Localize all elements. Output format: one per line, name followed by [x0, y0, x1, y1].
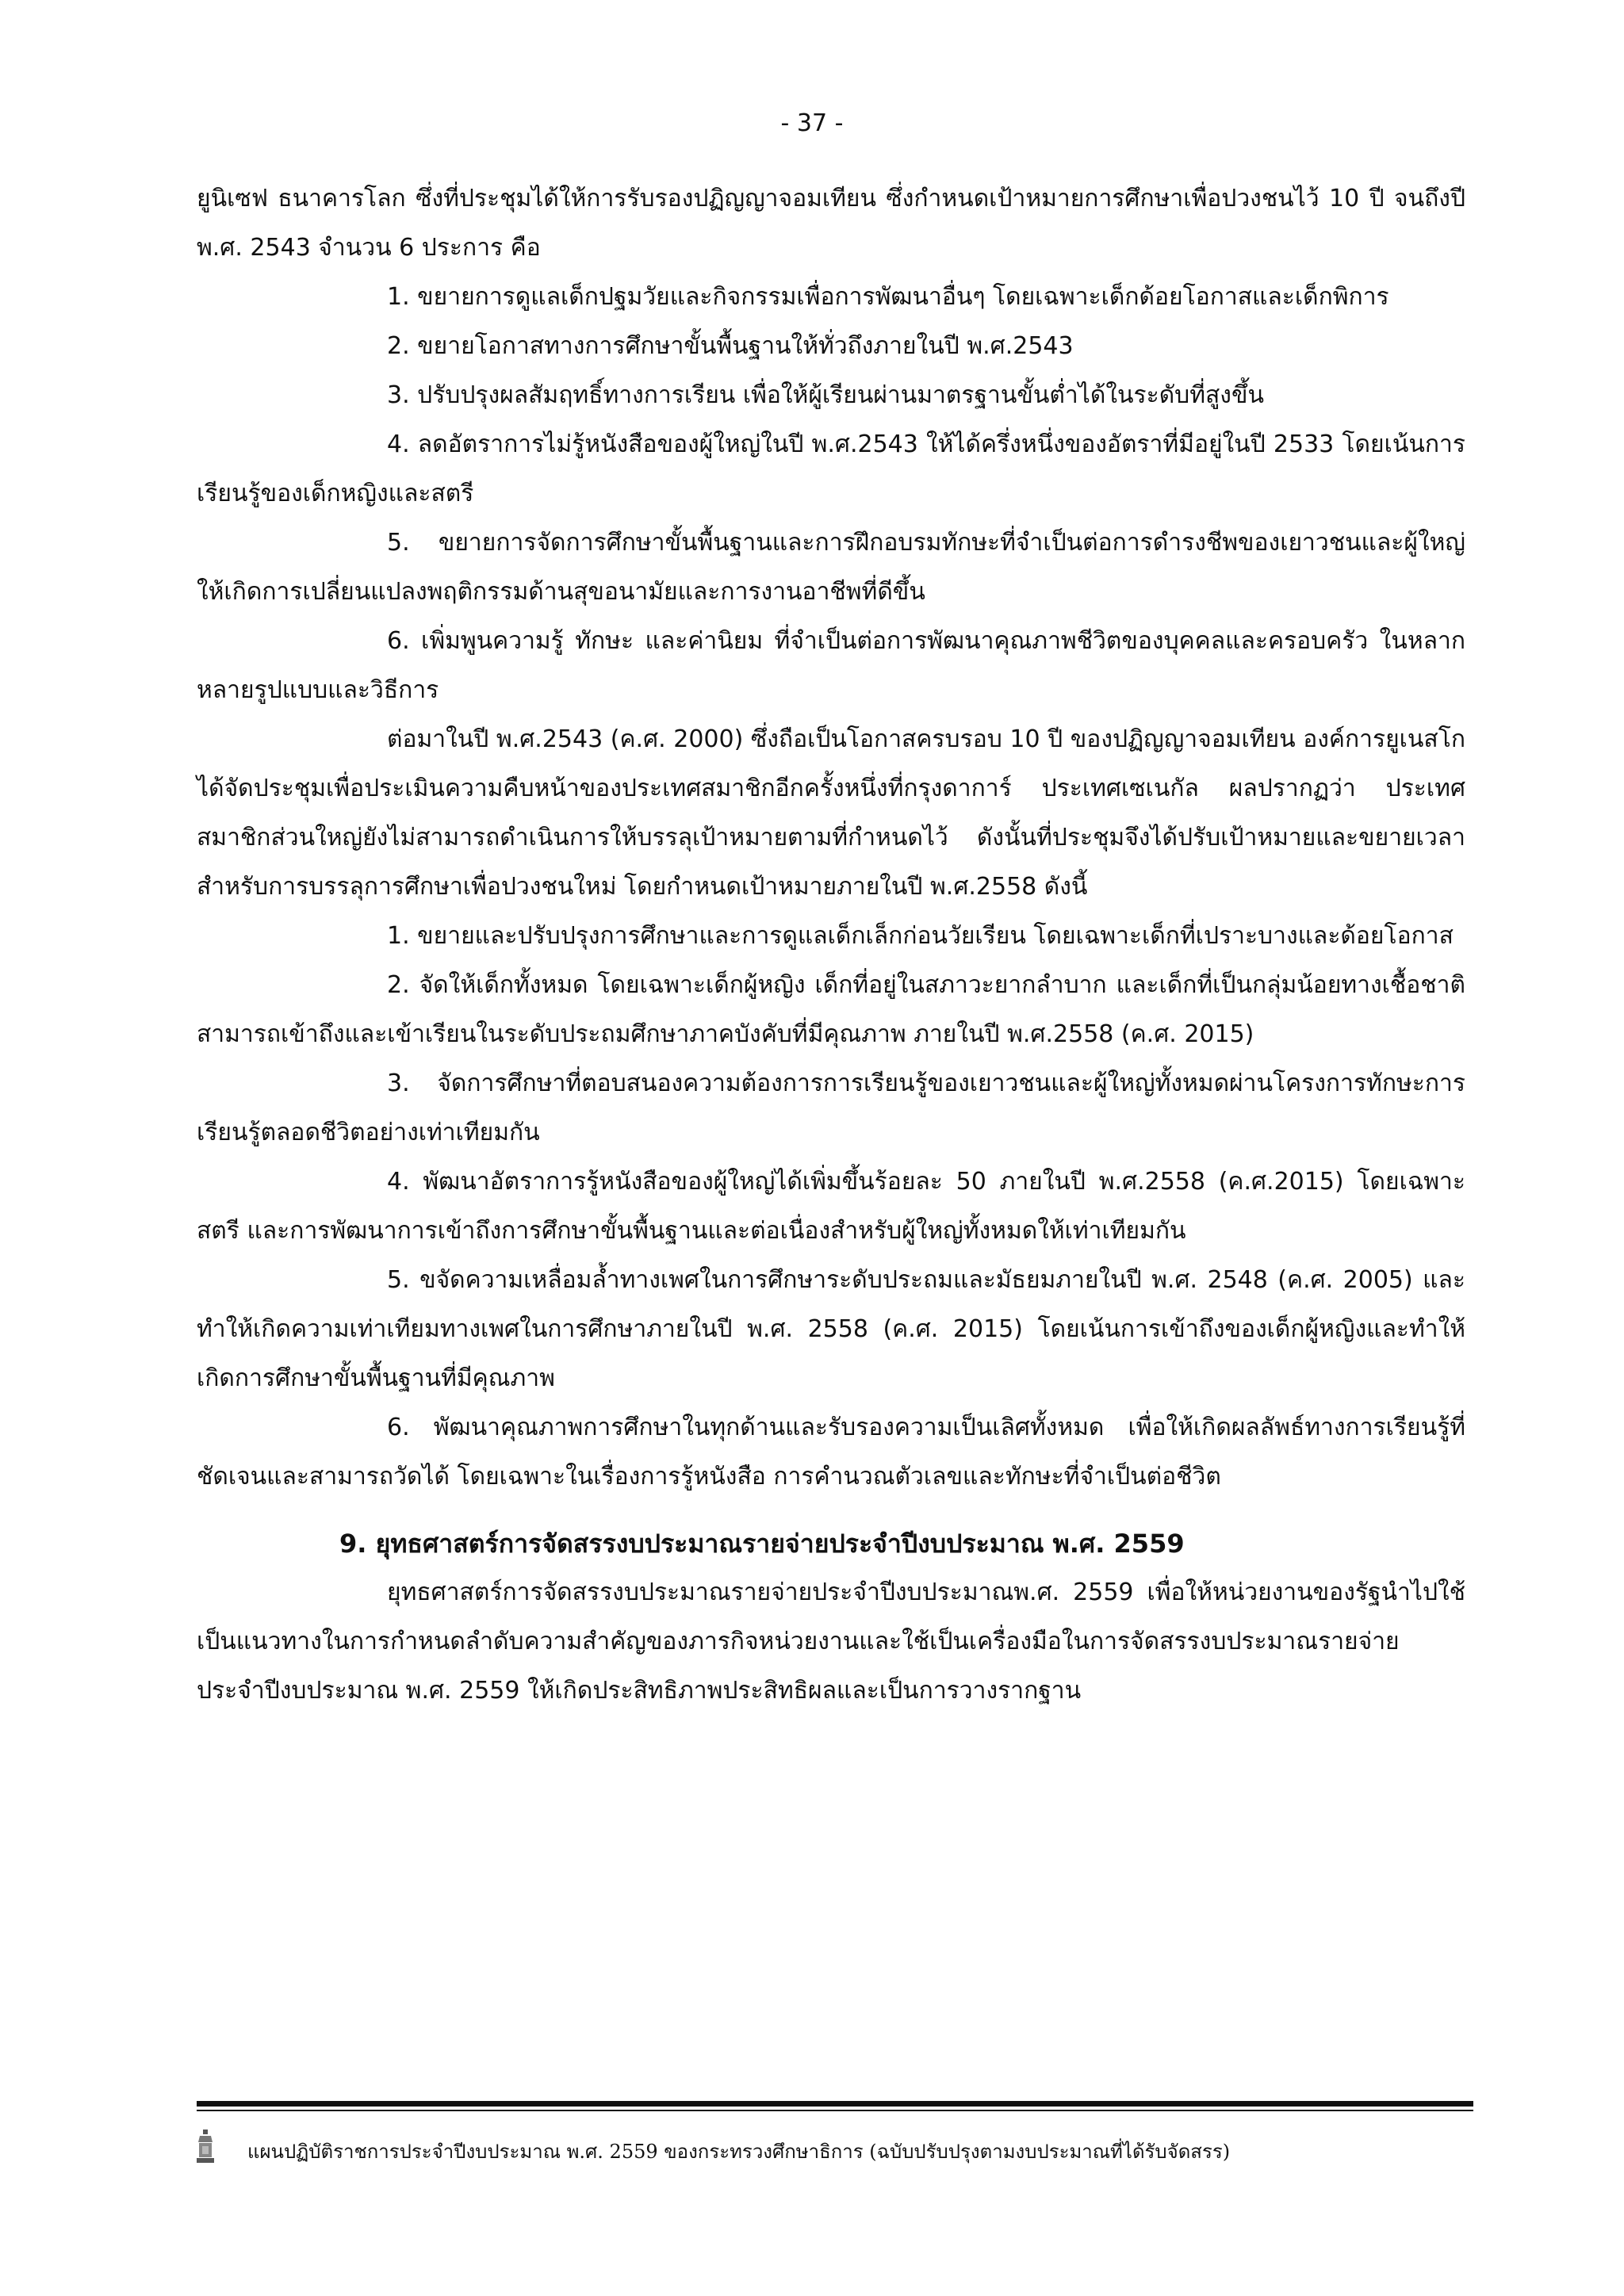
paragraph-intro: ยูนิเซฟ ธนาคารโลก ซึ่งที่ประชุมได้ให้การรับรองปฏิญญาจอมเทียน ซึ่งกำหนดเป้าหมายการศึกษาเพื่อปวงชนไว้ 10 ปี จนถึงปี พ.ศ. 2543 จำนวน 6 ประการ คือ: [197, 185, 1465, 262]
list-item-jomtien-1: 1. ขยายการดูแลเด็กปฐมวัยและกิจกรรมเพื่อการพัฒนาอื่นๆ โดยเฉพาะเด็กด้อยโอกาสและเด็กพิการ: [387, 283, 1389, 311]
section-body: ยุทธศาสตร์การจัดสรรงบประมาณรายจ่ายประจำปีงบประมาณพ.ศ. 2559 เพื่อให้หน่วยงานของรัฐนำไปใช้เป็นแนวทางในการกำหนดลำดับความสำคัญของภารกิจหน่วยงานและใช้เป็นเครื่องมือในการจัดสรรงบประมาณรายจ่ายประจำปีงบประมาณ พ.ศ. 2559 ให้เกิดประสิทธิภาพประสิทธิผลและเป็นการวางรากฐาน: [197, 1578, 1465, 1705]
section-heading: 9. ยุทธศาสตร์การจัดสรรงบประมาณรายจ่ายประจำปีงบประมาณ พ.ศ. 2559: [339, 1529, 1185, 1559]
ministry-emblem-icon: [197, 2130, 214, 2164]
list-item-dakar-6: 6. พัฒนาคุณภาพการศึกษาในทุกด้านและรับรองความเป็นเลิศทั้งหมด เพื่อให้เกิดผลลัพธ์ทางการเรียนรู้ที่ชัดเจนและสามารถวัดได้ โดยเฉพาะในเรื่องการรู้หนังสือ การคำนวณตัวเลขและทักษะที่จำเป็นต่อชีวิต: [197, 1414, 1465, 1490]
list-item-dakar-1: 1. ขยายและปรับปรุงการศึกษาและการดูแลเด็กเล็กก่อนวัยเรียน โดยเฉพาะเด็กที่เปราะบางและด้อยโอกาส: [387, 922, 1454, 950]
paragraph-dakar: ต่อมาในปี พ.ศ.2543 (ค.ศ. 2000) ซึ่งถือเป็นโอกาสครบรอบ 10 ปี ของปฏิญญาจอมเทียน องค์การยูเนสโกได้จัดประชุมเพื่อประเมินความคืบหน้าของประเทศสมาชิกอีกครั้งหนึ่งที่กรุงดาการ์ ประเทศเซเนกัล ผลปรากฏว่า ประเทศสมาชิกส่วนใหญ่ยังไม่สามารถดำเนินการให้บรรลุเป้าหมายตามที่กำหนดไว้ ดังนั้นที่ประชุมจึงได้ปรับเป้าหมายและขยายเวลาสำหรับการบรรลุการศึกษาเพื่อปวงชนใหม่ โดยกำหนดเป้าหมายภายในปี พ.ศ.2558 ดังนี้: [197, 725, 1465, 901]
list-item-jomtien-6: 6. เพิ่มพูนความรู้ ทักษะ และค่านิยม ที่จำเป็นต่อการพัฒนาคุณภาพชีวิตของบุคคลและครอบครัว ในหลากหลายรูปแบบและวิธีการ: [197, 627, 1465, 704]
list-item-jomtien-4: 4. ลดอัตราการไม่รู้หนังสือของผู้ใหญ่ในปี พ.ศ.2543 ให้ได้ครึ่งหนึ่งของอัตราที่มีอยู่ในปี 2533 โดยเน้นการเรียนรู้ของเด็กหญิงและสตรี: [197, 430, 1465, 507]
list-item-dakar-2: 2. จัดให้เด็กทั้งหมด โดยเฉพาะเด็กผู้หญิง เด็กที่อยู่ในสภาวะยากลำบาก และเด็กที่เป็นกลุ่มน้อยทางเชื้อชาติ สามารถเข้าถึงและเข้าเรียนในระดับประถมศึกษาภาคบังคับที่มีคุณภาพ ภายในปี พ.ศ.2558 (ค.ศ. 2015): [197, 971, 1465, 1048]
footer-text: แผนปฏิบัติราชการประจำปีงบประมาณ พ.ศ. 2559 ของกระทรวงศึกษาธิการ (ฉบับปรับปรุงตามงบประมาณที่ได้รับจัดสรร): [247, 2141, 1231, 2163]
page-number: - 37 -: [780, 109, 844, 137]
list-item-jomtien-5: 5. ขยายการจัดการศึกษาขั้นพื้นฐานและการฝึกอบรมทักษะที่จำเป็นต่อการดำรงชีพของเยาวชนและผู้ใหญ่ให้เกิดการเปลี่ยนแปลงพฤติกรรมด้านสุขอนามัยและการงานอาชีพที่ดีขึ้น: [197, 529, 1465, 606]
page-footer: [197, 2125, 1473, 2172]
list-item-jomtien-2: 2. ขยายโอกาสทางการศึกษาขั้นพื้นฐานให้ทั่วถึงภายในปี พ.ศ.2543: [387, 332, 1074, 360]
list-item-dakar-4: 4. พัฒนาอัตราการรู้หนังสือของผู้ใหญ่ได้เพิ่มขึ้นร้อยละ 50 ภายในปี พ.ศ.2558 (ค.ศ.2015) โดยเฉพาะสตรี และการพัฒนาการเข้าถึงการศึกษาขั้นพื้นฐานและต่อเนื่องสำหรับผู้ใหญ่ทั้งหมดให้เท่าเทียมกัน: [197, 1168, 1465, 1245]
list-item-dakar-5: 5. ขจัดความเหลื่อมล้ำทางเพศในการศึกษาระดับประถมและมัธยมภายในปี พ.ศ. 2548 (ค.ศ. 2005) และทำให้เกิดความเท่าเทียมทางเพศในการศึกษาภายในปี พ.ศ. 2558 (ค.ศ. 2015) โดยเน้นการเข้าถึงของเด็กผู้หญิงและทำให้เกิดการศึกษาขั้นพื้นฐานที่มีคุณภาพ: [197, 1266, 1465, 1392]
list-item-dakar-3: 3. จัดการศึกษาที่ตอบสนองความต้องการการเรียนรู้ของเยาวชนและผู้ใหญ่ทั้งหมดผ่านโครงการทักษะการเรียนรู้ตลอดชีวิตอย่างเท่าเทียมกัน: [197, 1070, 1465, 1146]
list-item-jomtien-3: 3. ปรับปรุงผลสัมฤทธิ์ทางการเรียน เพื่อให้ผู้เรียนผ่านมาตรฐานขั้นต่ำได้ในระดับที่สูงขึ้น: [387, 381, 1264, 409]
document-body: [197, 174, 1465, 1716]
footer-divider: [197, 2101, 1473, 2112]
